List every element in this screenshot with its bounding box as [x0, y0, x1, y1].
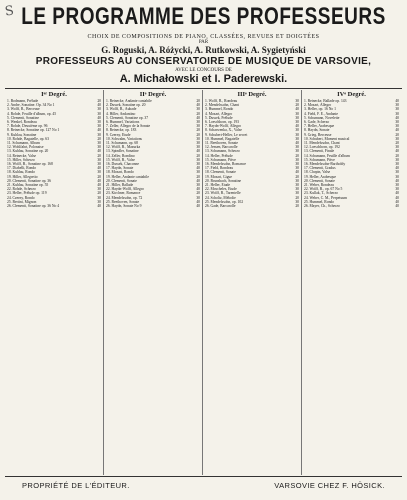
- entry-price: 40: [97, 166, 101, 171]
- entry-title: 9. Grieg, Berceuse: [304, 132, 332, 137]
- entry-title: 1. Wolff, B., Rondeau: [205, 99, 238, 103]
- entry-price: 30: [395, 120, 399, 125]
- entry-price: 20: [196, 132, 200, 137]
- entry-title: 23. Wolff, B., Tarentelle: [205, 191, 241, 196]
- entry-price: 30: [196, 183, 200, 188]
- entry-title: 19. Heller, Andante cantabile: [106, 174, 149, 179]
- entry-title: 8. Haydn, Sonate: [304, 128, 330, 133]
- entry-title: 13. Clementi, Finale: [304, 149, 335, 154]
- entry-title: 9. Czerny, Etude: [106, 132, 131, 137]
- entry-price: 20: [395, 132, 399, 137]
- entry-title: 21. Heller, Etude: [205, 183, 231, 188]
- entry-title: 2. Mozart, Allegro: [304, 103, 332, 108]
- entry-price: 30: [196, 136, 200, 141]
- entry-price: 30: [395, 107, 399, 112]
- entry-title: 12. Jensen, Barcarolle: [205, 145, 238, 150]
- entry-title: 25. Mendelssohn, op. 102: [205, 199, 244, 204]
- entry-price: 30: [295, 128, 299, 133]
- list-item: [205, 204, 299, 208]
- entry-title: 26. Clementi, Sonatine op. 36 No 4: [7, 204, 60, 209]
- entry-price: 30: [196, 107, 200, 112]
- entry-price: 40: [395, 115, 399, 120]
- entry-title: 7. Rohde, Deuxième op. 96: [7, 124, 48, 129]
- entry-list: [205, 99, 299, 208]
- entry-price: 30: [295, 199, 299, 204]
- entry-price: 30: [97, 199, 101, 204]
- entry-price: 30: [97, 120, 101, 125]
- entry-title: 4. Hiller, Andantino: [106, 111, 136, 116]
- concours-label: AVEC LE CONCOURS DE: [175, 68, 232, 73]
- entry-title: 15. Schumann, Pièce: [205, 157, 236, 162]
- entry-title: 11. Schumann, Album: [7, 141, 40, 146]
- entry-price: 30: [97, 111, 101, 116]
- entry-price: 40: [97, 128, 101, 133]
- entry-title: 10. Schubert, Moment musical: [304, 136, 350, 141]
- entry-title: 22. Moscheles, Etude: [205, 187, 237, 192]
- entry-title: 4. Field, F. E., Andante: [304, 111, 339, 116]
- entry-price: 20: [97, 174, 101, 179]
- entry-title: 25. Hummel, Rondo: [304, 199, 335, 204]
- entry-title: 8. Scharwenka, X., Valse: [205, 128, 242, 133]
- entry-list: [106, 99, 200, 208]
- entry-price: 30: [295, 99, 299, 103]
- entry-title: 3. Heller, op. 16 No 1: [304, 107, 337, 112]
- entry-price: 30: [295, 120, 299, 125]
- entry-title: 20. Clementi, Sonate: [304, 178, 335, 183]
- entry-title: 6. Hummel, Variations: [106, 120, 140, 125]
- entry-price: 30: [295, 187, 299, 192]
- entry-list: [304, 99, 399, 208]
- entry-title: 6. Gade, Scherzo: [304, 120, 330, 125]
- entry-price: 30: [295, 162, 299, 167]
- degree-heading: IIᵉ Degré.: [139, 91, 167, 98]
- entry-title: 9. Kuhlau, Sonatine: [7, 132, 37, 137]
- entry-price: 30: [196, 145, 200, 150]
- entry-price: 40: [196, 115, 200, 120]
- entry-price: 20: [97, 153, 101, 158]
- entry-price: 30: [295, 191, 299, 196]
- entry-title: 18. Clementi, Sonate: [205, 170, 236, 175]
- entry-title: 24. Czerny, Rondo: [7, 195, 35, 200]
- entry-title: 5. Clementi, Sonatine op. 37: [106, 115, 149, 120]
- entry-price: 40: [196, 166, 200, 171]
- subtitle: CHOIX DE COMPOSITIONS DE PIANO, CLASSÉES, REVUES ET DOIGTÉES: [87, 34, 320, 40]
- entry-price: 30: [196, 124, 200, 129]
- entry-title: 23. Kirchner, Romance: [106, 191, 141, 196]
- footer: [0, 481, 407, 490]
- entry-price: 40: [97, 183, 101, 188]
- entry-title: 1. Reinecke, Ballade op. 143: [304, 99, 347, 103]
- entry-title: 1. Reinecke, Andante cantabile: [106, 99, 152, 103]
- entry-price: 20: [295, 195, 299, 200]
- entry-price: 40: [295, 170, 299, 175]
- entry-title: 14. Schumann, Feuille d'album: [304, 153, 350, 158]
- entry-price: 30: [395, 170, 399, 175]
- entry-price: 40: [196, 178, 200, 183]
- entry-title: 7. Zeller, Allegro de la Sonate: [106, 124, 151, 129]
- entry-title: 5. Dussek, Prélude: [205, 115, 233, 120]
- entry-title: 25. Bertini, Mignon: [7, 199, 37, 204]
- list-item: [304, 204, 399, 208]
- footer-publisher: VARSOVIE CHEZ F. HÖSICK.: [274, 481, 385, 490]
- entry-price: 20: [295, 153, 299, 158]
- entry-price: 30: [295, 145, 299, 150]
- entry-price: 40: [395, 195, 399, 200]
- editors: A. Michałowski et I. Paderewski.: [119, 73, 288, 85]
- entry-title: 6. Wenkel, Rondeau: [7, 120, 37, 125]
- entry-title: 7. Heller, Arabesque: [304, 124, 335, 129]
- entry-title: 14. Heller, Prélude: [205, 153, 233, 158]
- entry-title: 2. Andre, Sonatine. Op. 34 No 1: [7, 103, 55, 108]
- entry-price: 30: [395, 183, 399, 188]
- entry-price: 30: [295, 132, 299, 137]
- entry-price: 20: [196, 99, 200, 103]
- entry-title: 3. Wolff, B., Aubade: [106, 107, 137, 112]
- entry-title: 24. Scholtz, Mélodie: [205, 195, 236, 200]
- entry-title: 21. Hiller, Ballade: [106, 183, 134, 188]
- divider-bottom: [5, 476, 402, 477]
- entry-price: 30: [97, 187, 101, 192]
- entry-title: 8. Reinecke, Sonatine op. 127 No 1: [7, 128, 60, 133]
- entry-title: 13. Kuhlau, Sonatine op. 20: [7, 149, 49, 154]
- entry-price: 30: [196, 195, 200, 200]
- entry-title: 22. Rohde, Scherzo: [7, 187, 36, 192]
- entry-price: 30: [295, 166, 299, 171]
- entry-title: 17. Haydn, Sonate: [106, 166, 134, 171]
- list-item: [106, 204, 200, 208]
- divider-top: [5, 88, 402, 89]
- entry-title: 14. Reinecke, Valse: [7, 153, 37, 158]
- degree-column-4: [302, 90, 401, 475]
- entry-price: 30: [395, 187, 399, 192]
- page-title: LE PROGRAMME DES PROFESSEURS: [21, 4, 386, 31]
- entry-price: 30: [97, 170, 101, 175]
- entry-price: 30: [97, 141, 101, 146]
- entry-title: 17. Field, Rondeau: [205, 166, 234, 171]
- degree-column-2: [104, 90, 203, 475]
- entry-title: 21. Weber, Rondeau: [304, 183, 334, 188]
- entry-title: 20. Clementi, Sonatine op. 36: [7, 178, 51, 183]
- entry-price: 30: [196, 162, 200, 167]
- degree-heading: Iᵉʳ Degré.: [41, 91, 67, 98]
- entry-price: 20: [196, 111, 200, 116]
- entry-title: 17. Clementi, Gradus: [304, 166, 336, 171]
- entry-price: 20: [196, 174, 200, 179]
- entry-title: 26. Gade, Barcarolle: [205, 204, 236, 209]
- entry-price: 30: [395, 162, 399, 167]
- entry-price: 30: [97, 132, 101, 137]
- entry-price: 40: [97, 149, 101, 154]
- degree-column-1: [5, 90, 104, 475]
- entry-price: 20: [395, 153, 399, 158]
- entry-title: 3. Hummel, Rondo: [205, 107, 234, 112]
- entry-title: 12. Wolff, B., Mazurka: [106, 145, 141, 150]
- entry-price: 30: [395, 174, 399, 179]
- entry-title: 14. Zeller, Rondino: [106, 153, 135, 158]
- entry-title: 20. Clementi, Sonate: [106, 178, 137, 183]
- entry-price: 30: [196, 141, 200, 146]
- entry-price: 30: [395, 145, 399, 150]
- entry-price: 20: [196, 191, 200, 196]
- entry-price: 30: [395, 103, 399, 108]
- entry-price: 40: [395, 199, 399, 204]
- entry-price: 30: [295, 115, 299, 120]
- entry-title: 10. Rohde, Bagatelle, op. 63: [7, 136, 49, 141]
- entry-title: 17. Diabelli, Rondo: [7, 166, 37, 171]
- entry-title: 16. Mendelssohn-Bartholdy: [304, 162, 346, 167]
- entry-title: 4. Mozart, Allegro: [205, 111, 233, 116]
- entry-title: 18. Mozart, Rondo: [106, 170, 134, 175]
- entry-price: 30: [196, 170, 200, 175]
- entry-price: 20: [97, 99, 101, 103]
- entry-price: 20: [97, 136, 101, 141]
- entry-price: 40: [97, 103, 101, 108]
- entry-price: 30: [295, 111, 299, 116]
- entry-price: 30: [97, 107, 101, 112]
- entry-title: 24. Weber, C. M., Perpetuum: [304, 195, 348, 200]
- entry-title: 24. Mendelssohn, op. 72: [106, 195, 143, 200]
- entry-price: 30: [97, 157, 101, 162]
- list-item: [7, 204, 101, 208]
- entry-price: 30: [196, 157, 200, 162]
- entry-price: 30: [196, 120, 200, 125]
- entry-price: 40: [196, 103, 200, 108]
- par-label: PAR: [198, 40, 209, 45]
- entry-title: 15. Wolff, B., Valse: [106, 157, 135, 162]
- entry-price: 40: [395, 99, 399, 103]
- entry-title: 12. Wohlfahrt, Polonaise: [7, 145, 44, 150]
- entry-title: 23. Kullak, T., Scherzo: [304, 191, 338, 196]
- entry-title: 8. Reinecke, op. 183: [106, 128, 137, 133]
- footer-property-notice: PROPRIÉTÉ DE L'ÉDITEUR.: [22, 481, 130, 490]
- entry-price: 40: [395, 204, 399, 209]
- degree-columns: [5, 90, 402, 475]
- entry-price: 20: [196, 153, 200, 158]
- entry-title: 23. Heller, Prélude op. 119: [7, 191, 47, 196]
- authors: G. Roguski, A. Różycki, A. Rutkowski, A. Sygietyński: [101, 45, 306, 55]
- entry-title: 22. Wolff, B., op. 67 No 5: [304, 187, 343, 192]
- entry-price: 30: [97, 145, 101, 150]
- entry-title: 16. Wolff, B., Sonatine op. 168: [7, 162, 53, 167]
- entry-price: 40: [97, 115, 101, 120]
- entry-price: 30: [97, 124, 101, 129]
- entry-price: 20: [295, 174, 299, 179]
- entry-title: 7. Haydn-Wolff, Allegro: [205, 124, 242, 129]
- entry-title: 26. Mayer, Ch., Scherzo: [304, 204, 340, 209]
- entry-price: 40: [395, 191, 399, 196]
- entry-title: 13. Schumann, Scherzo: [205, 149, 240, 154]
- entry-title: 16. Dussek, Chaconne: [106, 162, 139, 167]
- entry-price: 40: [395, 128, 399, 133]
- entry-price: 40: [97, 204, 101, 209]
- degree-heading: IVᵉ Degré.: [337, 91, 366, 98]
- entry-price: 30: [395, 136, 399, 141]
- entry-price: 30: [395, 124, 399, 129]
- entry-title: 15. Hiller, Scherzo: [7, 157, 35, 162]
- entry-title: 15. Schumann, Pièce: [304, 157, 335, 162]
- entry-price: 30: [97, 195, 101, 200]
- entry-price: 30: [295, 136, 299, 141]
- entry-title: 18. Kuhlau, Rondo: [7, 170, 36, 175]
- entry-title: 5. Schumann, Novelette: [304, 115, 340, 120]
- entry-price: 20: [295, 103, 299, 108]
- entry-title: 21. Kuhlau, Sonatine op. 55: [7, 183, 49, 188]
- entry-title: 16. Mendelssohn, Romance: [205, 162, 246, 167]
- entry-price: 20: [196, 128, 200, 133]
- entry-title: 11. Schumann, op. 68: [106, 141, 139, 146]
- entry-price: 30: [395, 111, 399, 116]
- entry-title: 20. Brunsbach, Sonatine: [205, 178, 242, 183]
- entry-price: 30: [395, 157, 399, 162]
- degree-column-3: [203, 90, 302, 475]
- entry-title: 11. Mendelssohn, Chant: [304, 141, 340, 146]
- entry-title: 3. Wolff, B., Berceuse: [7, 107, 40, 112]
- entry-title: 19. Mozart, Gigue: [205, 174, 233, 179]
- entry-title: 10. Schwalm, Variations: [106, 136, 142, 141]
- entry-price: 30: [295, 178, 299, 183]
- entry-price: 40: [196, 187, 200, 192]
- entry-title: 10. Hummel, Bagatelle: [205, 136, 240, 141]
- institution-line: PROFESSEURS AU CONSERVATOIRE DE MUSIQUE DE VARSOVIE,: [35, 56, 372, 67]
- entry-price: 40: [295, 107, 299, 112]
- entry-title: 22. Haydn-Wolff, Allegro: [106, 187, 144, 192]
- entry-price: 30: [295, 149, 299, 154]
- entry-price: 40: [196, 204, 200, 209]
- entry-title: 12. Loeschhorn, op. 192: [304, 145, 340, 150]
- entry-title: 11. Beethoven, Sonate: [205, 141, 239, 146]
- entry-title: 1. Bodmann, Prélude: [7, 99, 39, 103]
- degree-heading: IIIᵉ Degré.: [237, 91, 267, 98]
- entry-title: 25. Beethoven, Sonate: [106, 199, 140, 204]
- library-stamp: S: [3, 3, 15, 20]
- entry-price: 40: [295, 141, 299, 146]
- entry-price: 40: [196, 149, 200, 154]
- entry-price: 40: [97, 178, 101, 183]
- entry-price: 30: [97, 162, 101, 167]
- entry-title: 5. Clementi, Sonatine: [7, 115, 39, 120]
- entry-price: 40: [196, 199, 200, 204]
- entry-price: 30: [295, 157, 299, 162]
- entry-title: 4. Rohde, Feuille d'album, op. 45: [7, 111, 57, 116]
- entry-title: 2. Dussek, Sonatine op. 20: [106, 103, 146, 108]
- entry-price: 40: [395, 149, 399, 154]
- entry-price: 40: [295, 124, 299, 129]
- entry-price: 30: [295, 183, 299, 188]
- entry-title: 2. Mendelssohn, Chant: [205, 103, 240, 108]
- entry-price: 40: [395, 178, 399, 183]
- entry-price: 20: [295, 204, 299, 209]
- entry-title: 9. Schubert-Heller, Le secret: [205, 132, 248, 137]
- entry-title: 6. Loeschhorn, op. 193: [205, 120, 240, 125]
- entry-title: 13. Spindler, Sonatine: [106, 149, 139, 154]
- entry-price: 20: [395, 141, 399, 146]
- entry-price: 40: [395, 166, 399, 171]
- entry-title: 19. Hiller, Allegretto: [7, 174, 38, 179]
- entry-title: 18. Chopin, Valse: [304, 170, 331, 175]
- entry-list: [7, 99, 101, 208]
- entry-title: 26. Haydn, Sonate No 9: [106, 204, 142, 209]
- entry-title: 19. Heller, Arabesque: [304, 174, 337, 179]
- entry-price: 20: [97, 191, 101, 196]
